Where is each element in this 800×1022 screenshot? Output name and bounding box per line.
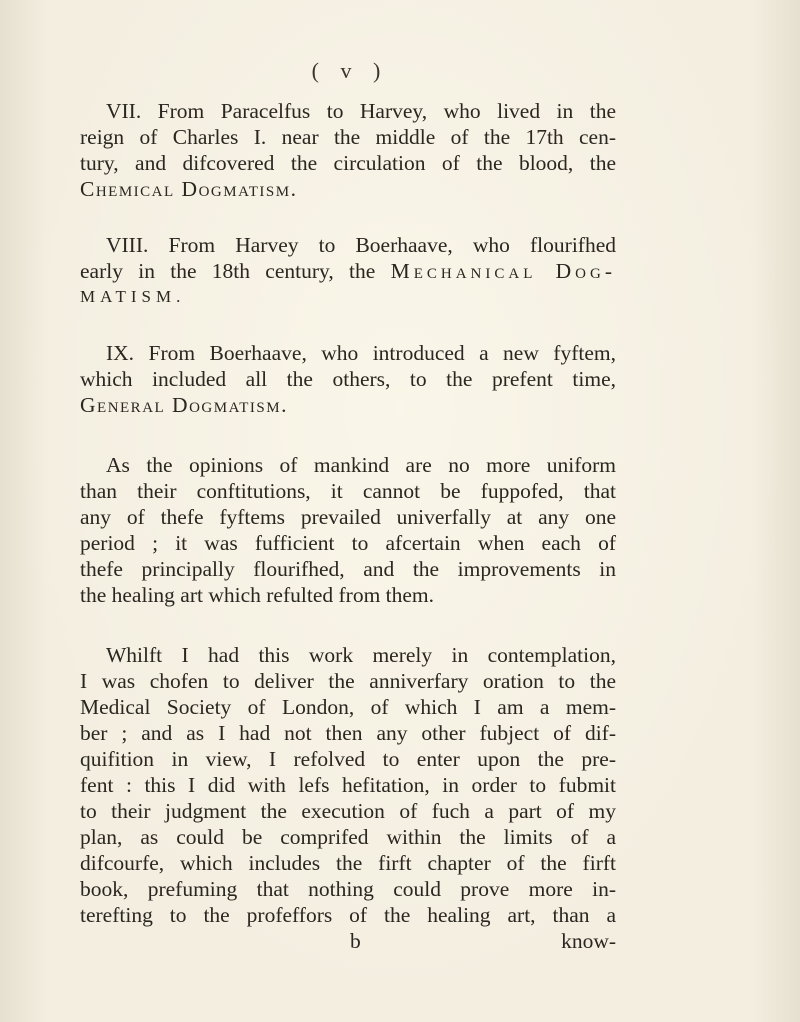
paragraph-oration [80, 642, 616, 954]
dogmatism-heading: General Dogmatism. [80, 393, 288, 417]
text-line: any of thefe fyftems prevailed univerfally at any one [80, 505, 616, 529]
text-line: book, prefuming that nothing could prove more in- [80, 877, 616, 901]
text-line: reign of Charles I. near the middle of the 17th cen- [80, 125, 616, 149]
text-line: which included all the others, to the prefent time, [80, 367, 616, 391]
dogmatism-heading: Chemical Dogmatism. [80, 177, 298, 201]
section-vii [80, 98, 616, 202]
text-line: thefe principally flourifhed, and the improvements in [80, 557, 616, 581]
text-line [80, 258, 616, 284]
signature-mark: b [350, 929, 361, 953]
text-line: Whilft I had this work merely in contemplation, [106, 643, 616, 667]
text-line: VII. From Paracelfus to Harvey, who lived in the [106, 99, 616, 123]
section-ix [80, 340, 616, 418]
footer-row [80, 928, 616, 954]
text-line: As the opinions of mankind are no more uniform [106, 453, 616, 477]
paragraph-opinions [80, 452, 616, 608]
text-line: Medical Society of London, of which I am a mem- [80, 695, 616, 719]
text-line: to their judgment the execution of fuch a part of my [80, 799, 616, 823]
text-line: ber ; and as I had not then any other fubject of dif- [80, 721, 616, 745]
text-line: than their conftitutions, it cannot be fuppofed, that [80, 479, 616, 503]
page-number: ( v ) [311, 58, 389, 83]
text-line: VIII. From Harvey to Boerhaave, who flourifhed [106, 233, 616, 257]
text-line: difcourfe, which includes the firft chapter of the firft [80, 851, 616, 875]
text-fragment: early in the 18th century, the [80, 259, 376, 283]
dogmatism-heading: Mechanical Dog- [390, 259, 616, 283]
text-line: terefting to the profeffors of the healing art, than a [80, 903, 616, 927]
text-line: fent : this I did with lefs hefitation, in order to fubmit [80, 773, 616, 797]
text-line: period ; it was fufficient to afcertain when each of [80, 531, 616, 555]
section-viii [80, 232, 616, 310]
text-line: I was chofen to deliver the anniverfary oration to the [80, 669, 616, 693]
text-line: plan, as could be comprifed within the limits of a [80, 825, 616, 849]
text-line: quifition in view, I refolved to enter upon the pre- [80, 747, 616, 771]
text-line: the healing art which refulted from them. [80, 583, 435, 607]
body-text [80, 98, 616, 954]
text-line: IX. From Boerhaave, who introduced a new fyftem, [106, 341, 616, 365]
dogmatism-heading: MATISM. [80, 287, 186, 306]
text-line: tury, and difcovered the circulation of the blood, the [80, 151, 616, 175]
catchword: know- [561, 929, 616, 953]
